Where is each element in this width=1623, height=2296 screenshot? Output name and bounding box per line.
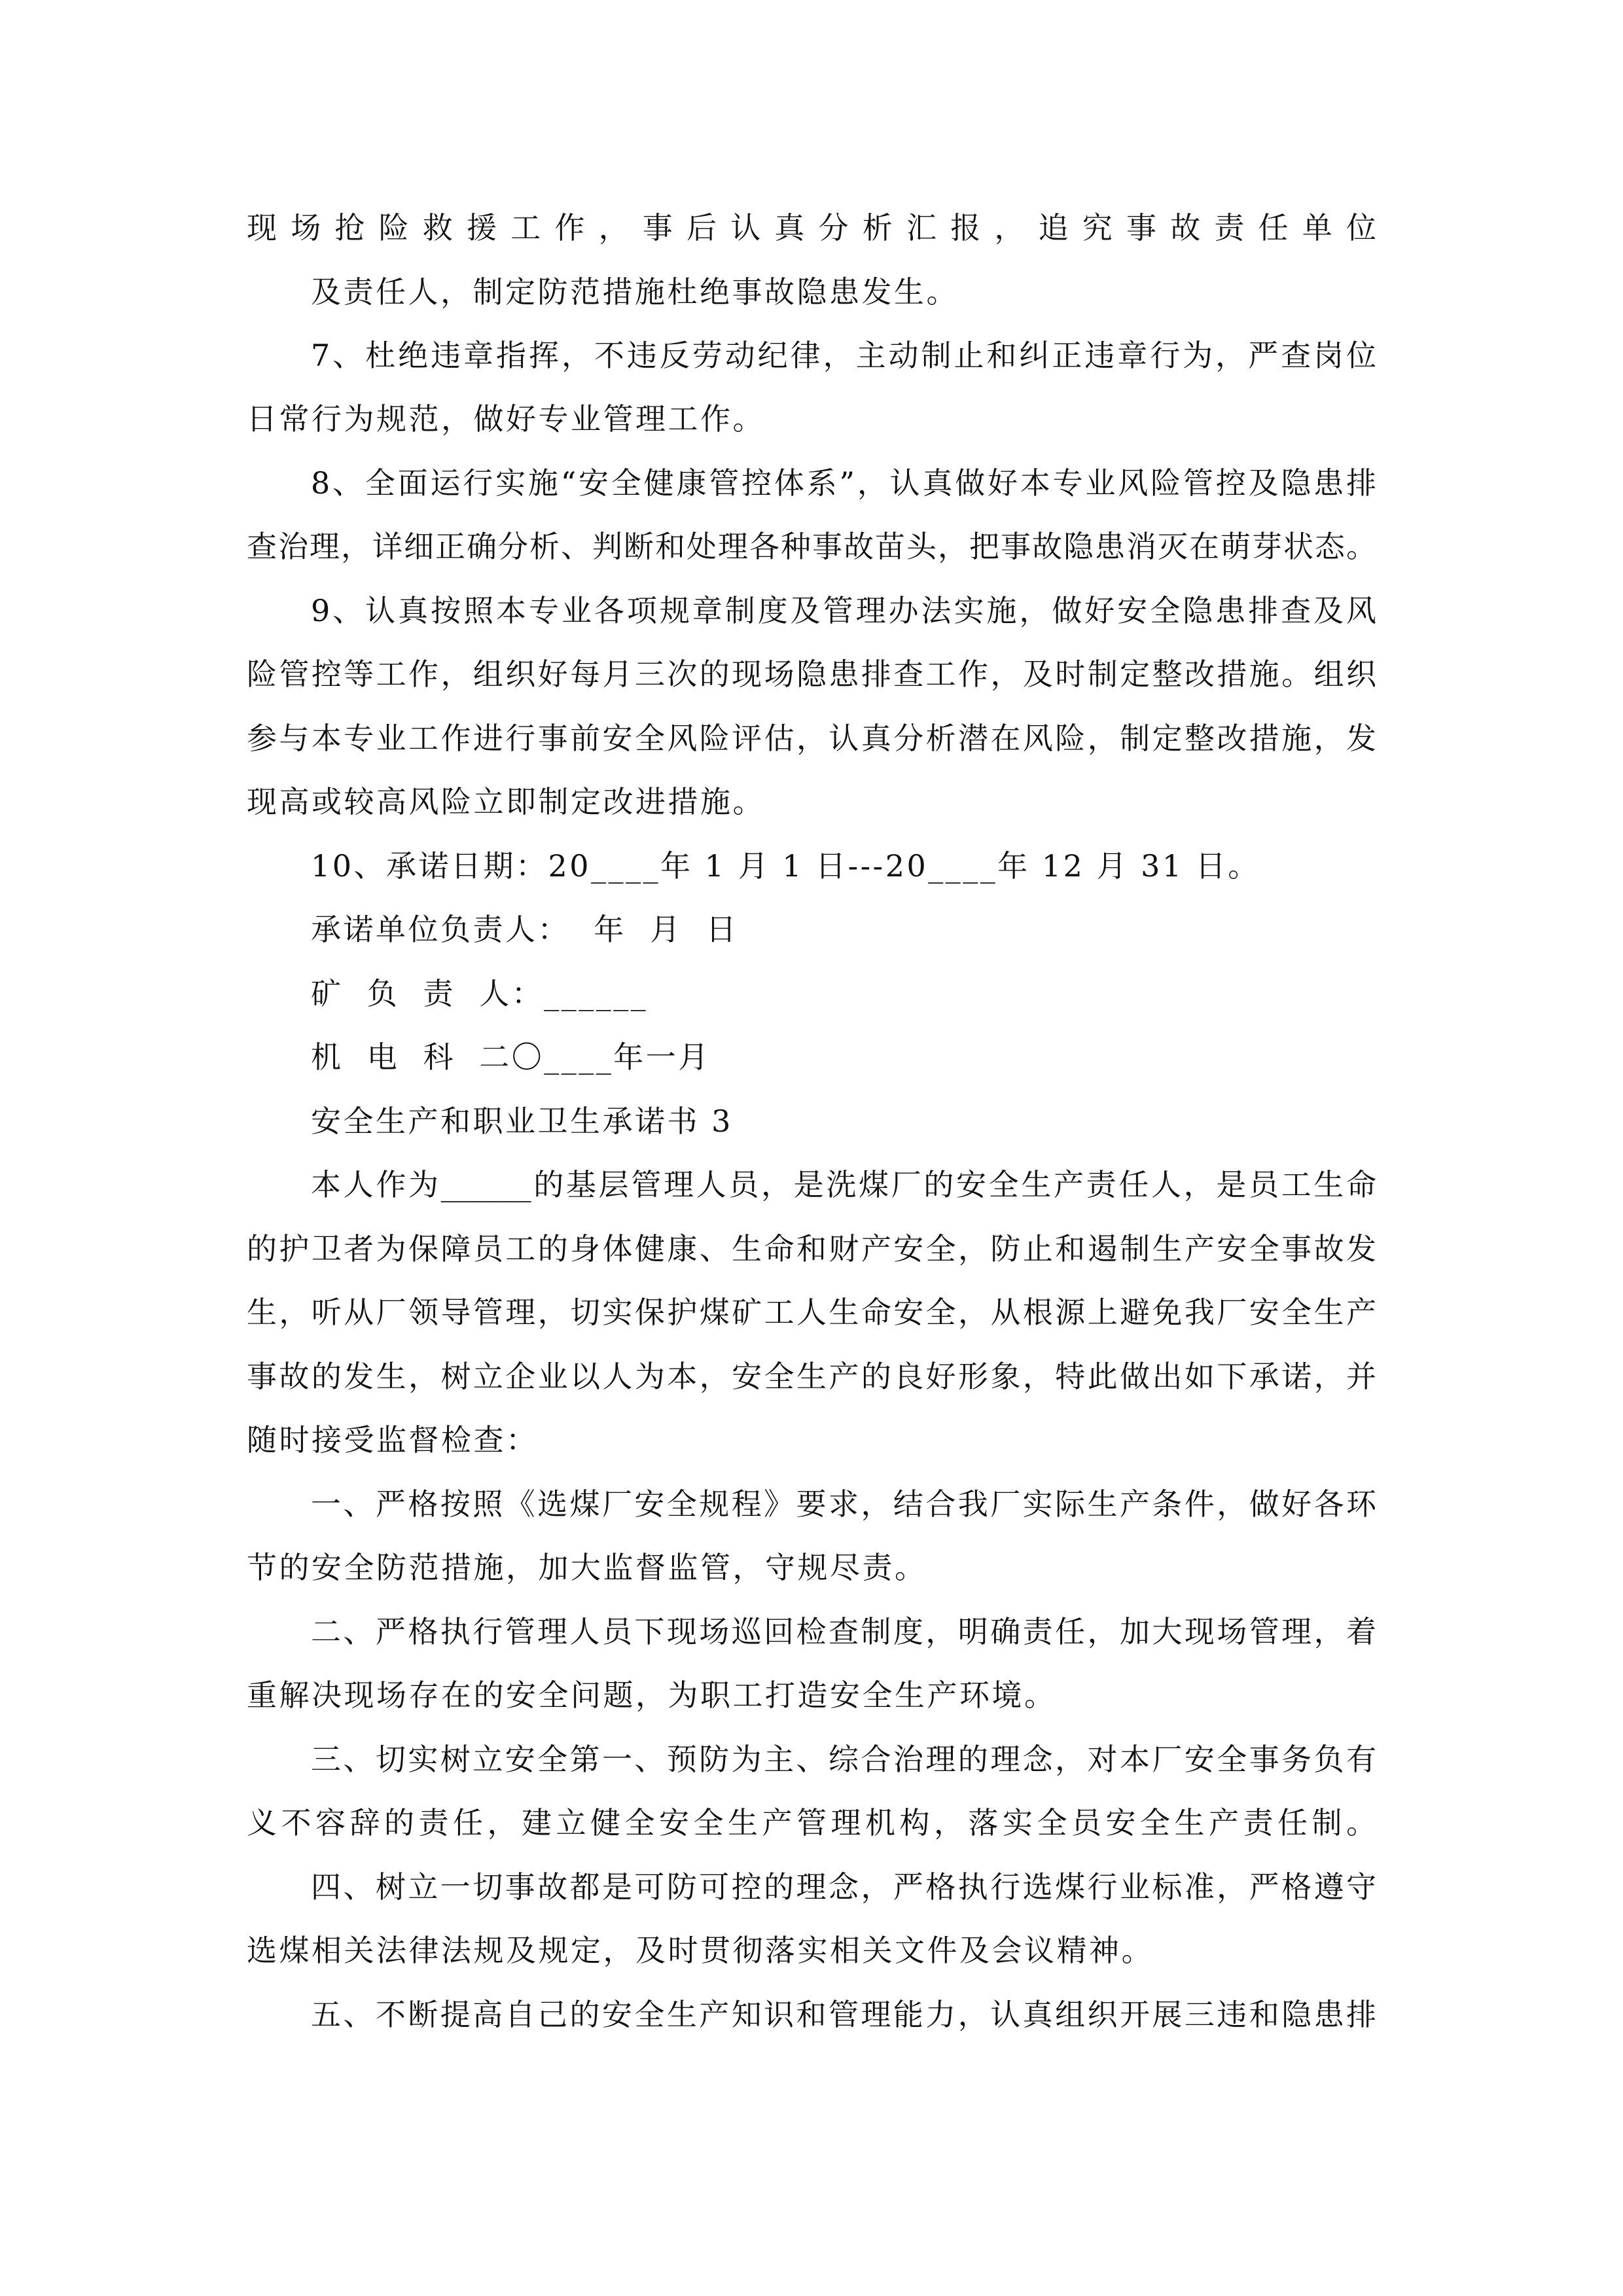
text-line: 承诺单位负责人： 年 月 日 [311, 912, 739, 947]
text-line: 节的安全防范措施，加大监督监管，守规尽责。 [247, 1550, 927, 1585]
text-line: 本人作为______的基层管理人员，是洗煤厂的安全生产责任人，是员工生命 [311, 1167, 1376, 1202]
text-line: 现高或较高风险立即制定改进措施。 [247, 784, 765, 819]
text-line: 重解决现场存在的安全问题，为职工打造安全生产环境。 [247, 1677, 1057, 1713]
text-line: 选煤相关法律法规及规定，及时贯彻落实相关文件及会议精神。 [247, 1933, 1154, 1968]
text-line: 五、不断提高自己的安全生产知识和管理能力，认真组织开展三违和隐患排 [311, 1997, 1376, 2032]
text-line: 随时接受监督检查： [247, 1422, 539, 1458]
text-line: 9、认真按照本专业各项规章制度及管理办法实施，做好安全隐患排查及风 [311, 593, 1376, 628]
text-line: 事故的发生，树立企业以人为本，安全生产的良好形象，特此做出如下承诺，并 [247, 1359, 1376, 1394]
text-line: 查治理，详细正确分析、判断和处理各种事故苗头，把事故隐患消灭在萌芽状态。 [247, 529, 1376, 564]
text-line: 7、杜绝违章指挥，不违反劳动纪律，主动制止和纠正违章行为，严查岗位 [311, 338, 1376, 373]
text-line: 的护卫者为保障员工的身体健康、生命和财产安全，防止和遏制生产安全事故发 [247, 1231, 1376, 1266]
text-line: 矿 负 责 人：______ [311, 976, 649, 1011]
text-line: 8、全面运行实施“安全健康管控体系”，认真做好本专业风险管控及隐患排 [311, 465, 1376, 501]
text-line: 一、严格按照《选煤厂安全规程》要求，结合我厂实际生产条件，做好各环 [311, 1486, 1376, 1522]
text-line: 参与本专业工作进行事前安全风险评估，认真分析潜在风险，制定整改措施，发 [247, 721, 1376, 756]
text-line: 生，听从厂领导管理，切实保护煤矿工人生命安全，从根源上避免我厂安全生产 [247, 1295, 1376, 1330]
text-line: 日常行为规范，做好专业管理工作。 [247, 401, 765, 437]
text-line: 机 电 科 二〇____年一月 [311, 1039, 711, 1075]
text-line: 义不容辞的责任，建立健全安全生产管理机构，落实全员安全生产责任制。 [247, 1805, 1376, 1840]
text-line: 现场抢险救援工作，事后认真分析汇报，追究事故责任单位 [247, 210, 1376, 245]
text-line: 10、承诺日期：20____年 1 月 1 日---20____年 12 月 31 日。 [311, 848, 1260, 884]
section-title: 安全生产和职业卫生承诺书 3 [311, 1103, 733, 1139]
text-line: 二、严格执行管理人员下现场巡回检查制度，明确责任，加大现场管理，着 [311, 1614, 1376, 1649]
text-line: 四、树立一切事故都是可防可控的理念，严格执行选煤行业标准，严格遵守 [311, 1869, 1376, 1905]
text-line: 险管控等工作，组织好每月三次的现场隐患排查工作，及时制定整改措施。组织 [247, 656, 1376, 692]
text-line: 及责任人，制定防范措施杜绝事故隐患发生。 [311, 274, 959, 310]
text-line: 三、切实树立安全第一、预防为主、综合治理的理念，对本厂安全事务负有 [311, 1742, 1376, 1777]
